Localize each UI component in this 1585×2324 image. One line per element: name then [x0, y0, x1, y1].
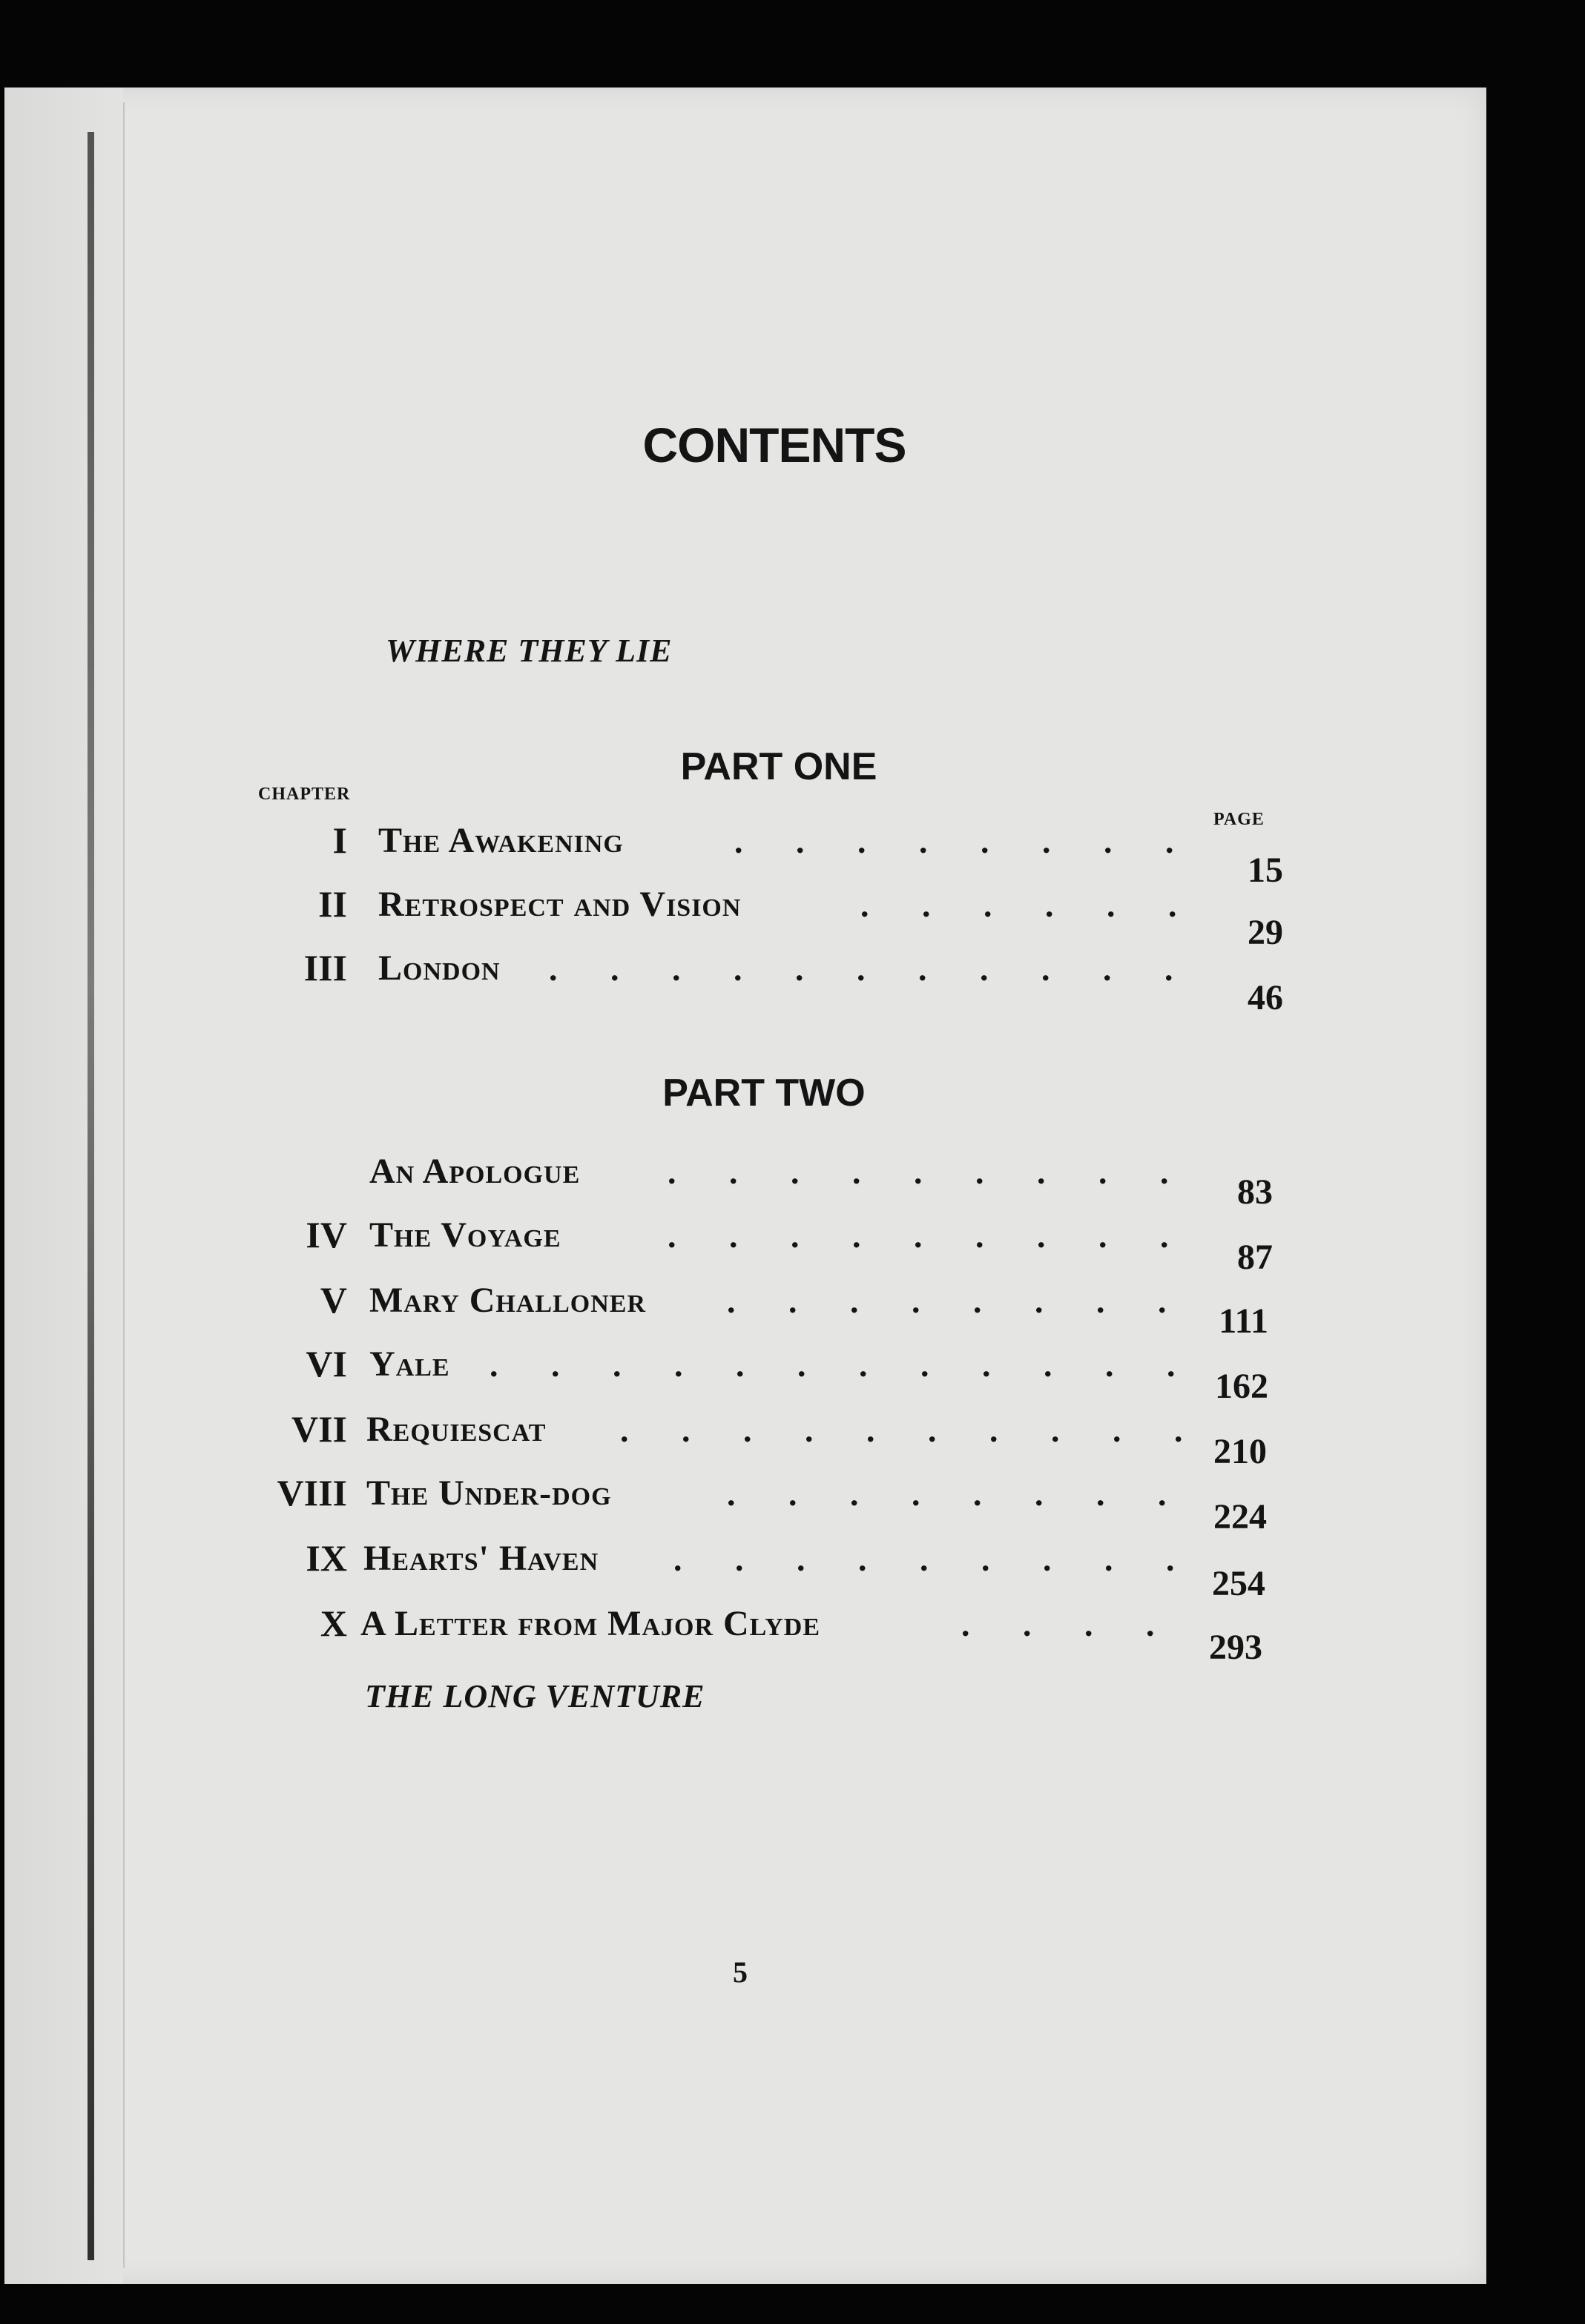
page-number: 29 — [1248, 913, 1283, 952]
chapter-number: X — [320, 1602, 347, 1644]
chapter-number: I — [332, 819, 347, 861]
chapter-title: A Letter from Major Clyde — [360, 1604, 821, 1643]
chapter-number: IV — [306, 1214, 347, 1255]
chapter-number: II — [318, 883, 347, 925]
chapter-number: V — [320, 1279, 347, 1321]
toc-entry[interactable] — [0, 1471, 1483, 1536]
chapter-title: Requiescat — [366, 1410, 547, 1449]
chapter-title: Hearts' Haven — [363, 1539, 599, 1578]
page-number: 293 — [1209, 1628, 1262, 1667]
leader-dots: . . . . . . . . — [727, 1475, 1189, 1513]
closing-section-heading: THE LONG VENTURE — [365, 1678, 705, 1714]
chapter-number: III — [303, 947, 347, 988]
page-number: 224 — [1213, 1497, 1267, 1536]
leader-dots: . . . . . . . . — [734, 822, 1196, 860]
toc-entry[interactable] — [0, 1213, 1483, 1277]
page-number: 254 — [1212, 1564, 1265, 1603]
leader-dots: . . . . . . . . . — [668, 1153, 1191, 1191]
leader-dots: . . . . . . . . — [727, 1282, 1189, 1320]
toc-entry[interactable] — [0, 882, 1483, 952]
toc-entry[interactable] — [0, 1536, 1483, 1603]
toc-entry[interactable] — [0, 1149, 1483, 1212]
part-one-heading: PART ONE — [680, 745, 877, 788]
leader-dots: . . . . . . . . . . . . — [490, 1346, 1198, 1384]
chapter-column-label: CHAPTER — [258, 785, 351, 804]
chapter-title: An Apologue — [369, 1152, 581, 1191]
leader-dots: . . . . . . . . . — [673, 1540, 1197, 1578]
chapter-number: VI — [306, 1343, 347, 1384]
page-column-label: PAGE — [1213, 810, 1265, 829]
chapter-title: London — [378, 948, 501, 988]
page-number: 210 — [1213, 1432, 1267, 1471]
chapter-number: VII — [291, 1408, 347, 1450]
leader-dots: . . . . . . . . . . — [620, 1411, 1205, 1449]
chapter-title: Mary Challoner — [369, 1281, 647, 1320]
toc-entry[interactable] — [0, 1407, 1483, 1471]
chapter-title: Yale — [369, 1344, 450, 1384]
chapter-title: Retrospect and Vision — [378, 885, 742, 924]
page-number: 15 — [1248, 851, 1283, 890]
page-number: 111 — [1219, 1301, 1268, 1341]
opening-section-heading: WHERE THEY LIE — [386, 633, 673, 669]
toc-entry[interactable] — [0, 1602, 1483, 1667]
chapter-number: IX — [306, 1537, 347, 1579]
chapter-title: The Voyage — [369, 1215, 561, 1255]
part-two-heading: PART TWO — [662, 1072, 866, 1115]
page-number: 83 — [1237, 1172, 1273, 1212]
chapter-title: The Under-dog — [366, 1473, 612, 1513]
leader-dots: . . . . . . . . . — [668, 1217, 1191, 1255]
contents-title: CONTENTS — [642, 417, 906, 472]
page-folio: 5 — [733, 1955, 748, 1989]
toc-entry[interactable] — [0, 1278, 1483, 1341]
page-number: 87 — [1237, 1238, 1273, 1277]
leader-dots: . . . . . . — [860, 886, 1199, 924]
page-number: 162 — [1215, 1367, 1268, 1406]
leader-dots: . . . . — [961, 1605, 1177, 1643]
chapter-title: The Awakening — [378, 821, 624, 860]
chapter-number: VIII — [277, 1472, 347, 1513]
toc-entry[interactable] — [0, 946, 1483, 1017]
toc-entry[interactable] — [0, 1342, 1483, 1406]
leader-dots: . . . . . . . . . . . — [549, 950, 1196, 988]
toc-entry[interactable] — [0, 819, 1483, 890]
page-number: 46 — [1248, 978, 1283, 1017]
